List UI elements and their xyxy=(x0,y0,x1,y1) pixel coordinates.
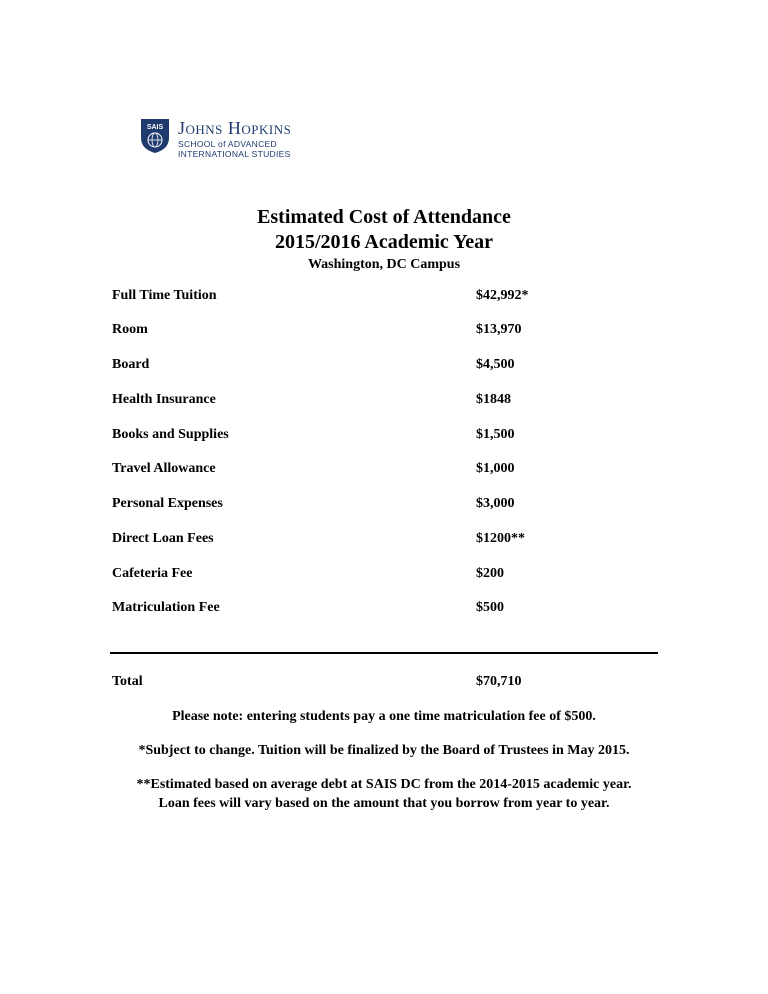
logo-subtitle-line1: SCHOOL of ADVANCED xyxy=(178,139,277,149)
loan-footnote-line2: Loan fees will vary based on the amount that you borrow from year to year. xyxy=(158,796,610,811)
cost-label-loan-fees: Direct Loan Fees xyxy=(112,531,214,546)
document-title: Estimated Cost of Attendance xyxy=(257,206,511,228)
total-label: Total xyxy=(112,674,143,689)
total-divider xyxy=(110,652,658,654)
cost-value-books-supplies: $1,500 xyxy=(476,427,515,442)
shield-text: SAIS xyxy=(146,124,164,131)
academic-year: 2015/2016 Academic Year xyxy=(274,231,494,253)
cost-label-room: Room xyxy=(112,322,148,337)
cost-value-matriculation: $500 xyxy=(476,600,504,615)
cost-value-room: $13,970 xyxy=(476,322,522,337)
cost-value-tuition: $42,992* xyxy=(476,288,529,303)
logo-name: Johns Hopkins xyxy=(178,118,292,138)
cost-label-cafeteria: Cafeteria Fee xyxy=(112,566,193,581)
cost-label-matriculation: Matriculation Fee xyxy=(112,600,220,615)
cost-label-tuition: Full Time Tuition xyxy=(112,288,217,303)
campus-name: Washington, DC Campus xyxy=(307,257,461,272)
total-value: $70,710 xyxy=(476,674,522,689)
cost-value-board: $4,500 xyxy=(476,357,515,372)
cost-value-health-insurance: $1848 xyxy=(476,392,511,407)
cost-label-health-insurance: Health Insurance xyxy=(112,392,216,407)
loan-footnote-line1: **Estimated based on average debt at SAIS DC from the 2014-2015 academic year. xyxy=(136,777,632,792)
cost-label-books-supplies: Books and Supplies xyxy=(112,427,229,442)
cost-label-board: Board xyxy=(112,357,150,372)
cost-value-cafeteria: $200 xyxy=(476,566,504,581)
shield-icon xyxy=(140,118,170,154)
matriculation-note: Please note: entering students pay a one time matriculation fee of $500. xyxy=(172,709,596,724)
cost-label-travel: Travel Allowance xyxy=(112,461,216,476)
cost-label-personal: Personal Expenses xyxy=(112,496,223,511)
cost-value-loan-fees: $1200** xyxy=(476,531,525,546)
logo-subtitle-line2: INTERNATIONAL STUDIES xyxy=(178,149,291,159)
cost-value-travel: $1,000 xyxy=(476,461,515,476)
tuition-footnote: *Subject to change. Tuition will be finalized by the Board of Trustees in May 2015. xyxy=(138,743,630,758)
cost-value-personal: $3,000 xyxy=(476,496,515,511)
